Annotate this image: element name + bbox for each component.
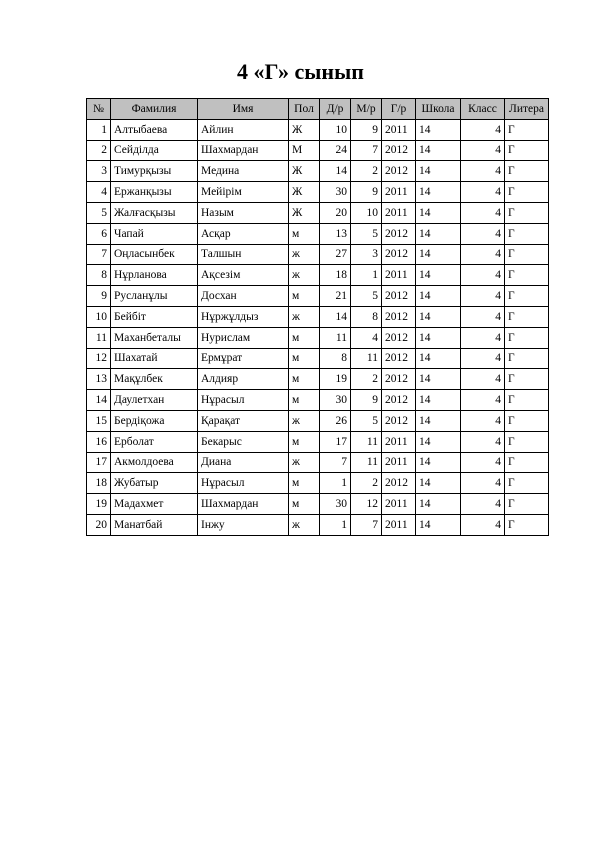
cell-birth-year: 2012 [382,410,416,431]
cell-birth-month: 10 [351,202,382,223]
cell-last-name: Алтыбаева [111,119,198,140]
table-row [87,473,549,494]
cell-class: 4 [461,369,505,390]
cell-birth-day: 19 [320,369,351,390]
cell-letter: Г [505,327,549,348]
cell-birth-year: 2011 [382,514,416,535]
header-first-name: Имя [198,99,289,120]
header-last-name: Фамилия [111,99,198,120]
cell-birth-month: 2 [351,369,382,390]
cell-first-name: Ермұрат [198,348,289,369]
table-row [87,286,549,307]
cell-letter: Г [505,494,549,515]
cell-birth-month: 7 [351,514,382,535]
cell-last-name: Акмолдоева [111,452,198,473]
cell-class: 4 [461,390,505,411]
cell-number: 13 [87,369,111,390]
cell-sex: м [289,431,320,452]
cell-number: 12 [87,348,111,369]
cell-birth-day: 10 [320,119,351,140]
cell-school: 14 [416,410,461,431]
cell-last-name: Сейділда [111,140,198,161]
table-row [87,327,549,348]
cell-first-name: Талшын [198,244,289,265]
cell-first-name: Диана [198,452,289,473]
cell-first-name: Бекарыс [198,431,289,452]
cell-birth-month: 1 [351,265,382,286]
cell-number: 9 [87,286,111,307]
cell-sex: м [289,223,320,244]
header-birth-year: Г/р [382,99,416,120]
cell-class: 4 [461,306,505,327]
cell-sex: м [289,327,320,348]
cell-birth-day: 1 [320,473,351,494]
cell-school: 14 [416,348,461,369]
cell-class: 4 [461,202,505,223]
cell-class: 4 [461,223,505,244]
cell-birth-month: 11 [351,348,382,369]
table-row [87,182,549,203]
cell-birth-year: 2012 [382,348,416,369]
cell-last-name: Даулетхан [111,390,198,411]
table-row [87,140,549,161]
cell-number: 5 [87,202,111,223]
cell-sex: Ж [289,119,320,140]
cell-birth-day: 14 [320,161,351,182]
cell-birth-year: 2012 [382,286,416,307]
cell-birth-year: 2012 [382,161,416,182]
cell-birth-year: 2011 [382,119,416,140]
cell-number: 17 [87,452,111,473]
cell-school: 14 [416,390,461,411]
table-row [87,119,549,140]
cell-birth-day: 30 [320,494,351,515]
cell-last-name: Бейбіт [111,306,198,327]
cell-last-name: Русланұлы [111,286,198,307]
cell-class: 4 [461,452,505,473]
cell-letter: Г [505,431,549,452]
cell-number: 11 [87,327,111,348]
table-row [87,514,549,535]
cell-school: 14 [416,473,461,494]
cell-birth-year: 2011 [382,182,416,203]
cell-birth-month: 3 [351,244,382,265]
header-number: № [87,99,111,120]
cell-birth-day: 21 [320,286,351,307]
cell-sex: ж [289,265,320,286]
cell-last-name: Чапай [111,223,198,244]
cell-last-name: Ержанқызы [111,182,198,203]
cell-number: 7 [87,244,111,265]
cell-first-name: Мейірім [198,182,289,203]
cell-birth-month: 9 [351,390,382,411]
cell-sex: Ж [289,161,320,182]
cell-first-name: Інжу [198,514,289,535]
header-letter: Литера [505,99,549,120]
cell-letter: Г [505,369,549,390]
cell-school: 14 [416,452,461,473]
cell-letter: Г [505,182,549,203]
cell-birth-month: 2 [351,473,382,494]
cell-school: 14 [416,119,461,140]
cell-birth-day: 13 [320,223,351,244]
cell-number: 1 [87,119,111,140]
cell-birth-day: 17 [320,431,351,452]
cell-letter: Г [505,119,549,140]
cell-last-name: Мақұлбек [111,369,198,390]
cell-birth-month: 7 [351,140,382,161]
cell-class: 4 [461,244,505,265]
cell-birth-day: 14 [320,306,351,327]
cell-school: 14 [416,140,461,161]
cell-birth-month: 5 [351,223,382,244]
cell-number: 6 [87,223,111,244]
cell-sex: м [289,390,320,411]
cell-sex: ж [289,244,320,265]
cell-sex: м [289,348,320,369]
cell-sex: ж [289,514,320,535]
cell-birth-year: 2011 [382,265,416,286]
cell-last-name: Манатбай [111,514,198,535]
cell-school: 14 [416,306,461,327]
header-birth-month: М/р [351,99,382,120]
cell-last-name: Жубатыр [111,473,198,494]
cell-last-name: Нұрланова [111,265,198,286]
cell-letter: Г [505,306,549,327]
cell-birth-year: 2012 [382,140,416,161]
cell-birth-year: 2012 [382,390,416,411]
cell-school: 14 [416,223,461,244]
cell-sex: м [289,369,320,390]
table-row [87,306,549,327]
cell-first-name: Шахмардан [198,140,289,161]
cell-first-name: Қарақат [198,410,289,431]
cell-letter: Г [505,244,549,265]
cell-number: 20 [87,514,111,535]
cell-sex: Ж [289,182,320,203]
cell-birth-year: 2011 [382,452,416,473]
cell-sex: ж [289,306,320,327]
cell-first-name: Назым [198,202,289,223]
table-row [87,494,549,515]
cell-last-name: Мадахмет [111,494,198,515]
table-body [87,119,549,535]
cell-class: 4 [461,265,505,286]
cell-class: 4 [461,119,505,140]
student-table [86,98,549,536]
cell-first-name: Нұржұлдыз [198,306,289,327]
cell-birth-year: 2012 [382,306,416,327]
cell-sex: м [289,286,320,307]
cell-first-name: Нурислам [198,327,289,348]
table-row [87,244,549,265]
cell-birth-month: 2 [351,161,382,182]
cell-number: 19 [87,494,111,515]
cell-letter: Г [505,473,549,494]
cell-first-name: Нұрасыл [198,390,289,411]
cell-birth-month: 9 [351,182,382,203]
cell-class: 4 [461,494,505,515]
cell-school: 14 [416,327,461,348]
cell-first-name: Асқар [198,223,289,244]
table-row [87,223,549,244]
cell-number: 3 [87,161,111,182]
cell-sex: ж [289,452,320,473]
cell-last-name: Тимурқызы [111,161,198,182]
cell-last-name: Оңласынбек [111,244,198,265]
table-row [87,265,549,286]
cell-number: 18 [87,473,111,494]
cell-class: 4 [461,140,505,161]
cell-sex: Ж [289,202,320,223]
cell-class: 4 [461,514,505,535]
table-row [87,390,549,411]
cell-school: 14 [416,244,461,265]
table-row [87,161,549,182]
cell-letter: Г [505,140,549,161]
cell-school: 14 [416,202,461,223]
cell-birth-month: 11 [351,431,382,452]
cell-letter: Г [505,265,549,286]
cell-first-name: Ақсезім [198,265,289,286]
cell-sex: м [289,473,320,494]
cell-birth-month: 11 [351,452,382,473]
page-title: 4 «Г» сынып [237,59,364,84]
cell-class: 4 [461,410,505,431]
cell-school: 14 [416,265,461,286]
cell-birth-day: 11 [320,327,351,348]
cell-birth-day: 24 [320,140,351,161]
cell-birth-year: 2011 [382,431,416,452]
cell-birth-day: 8 [320,348,351,369]
cell-birth-year: 2011 [382,202,416,223]
cell-last-name: Бердіқожа [111,410,198,431]
cell-birth-month: 5 [351,410,382,431]
table-row [87,410,549,431]
cell-number: 4 [87,182,111,203]
cell-birth-month: 4 [351,327,382,348]
cell-school: 14 [416,369,461,390]
cell-school: 14 [416,494,461,515]
cell-number: 2 [87,140,111,161]
table-row [87,202,549,223]
cell-number: 10 [87,306,111,327]
cell-letter: Г [505,161,549,182]
cell-birth-day: 30 [320,182,351,203]
cell-class: 4 [461,182,505,203]
cell-birth-day: 18 [320,265,351,286]
cell-class: 4 [461,431,505,452]
cell-first-name: Нұрасыл [198,473,289,494]
cell-letter: Г [505,410,549,431]
cell-letter: Г [505,390,549,411]
cell-letter: Г [505,286,549,307]
cell-school: 14 [416,286,461,307]
cell-birth-year: 2012 [382,369,416,390]
cell-birth-day: 20 [320,202,351,223]
cell-first-name: Айлин [198,119,289,140]
cell-class: 4 [461,161,505,182]
cell-school: 14 [416,514,461,535]
cell-class: 4 [461,286,505,307]
cell-birth-month: 8 [351,306,382,327]
table-row [87,452,549,473]
cell-letter: Г [505,202,549,223]
table-row [87,431,549,452]
cell-birth-day: 7 [320,452,351,473]
cell-school: 14 [416,161,461,182]
cell-number: 14 [87,390,111,411]
table-row [87,348,549,369]
cell-birth-month: 9 [351,119,382,140]
cell-birth-day: 26 [320,410,351,431]
cell-letter: Г [505,452,549,473]
cell-first-name: Досхан [198,286,289,307]
cell-birth-month: 5 [351,286,382,307]
cell-sex: ж [289,410,320,431]
cell-last-name: Маханбеталы [111,327,198,348]
table-row [87,369,549,390]
cell-class: 4 [461,327,505,348]
cell-letter: Г [505,514,549,535]
cell-first-name: Шахмардан [198,494,289,515]
cell-school: 14 [416,431,461,452]
cell-first-name: Медина [198,161,289,182]
header-sex: Пол [289,99,320,120]
cell-number: 16 [87,431,111,452]
cell-birth-year: 2012 [382,244,416,265]
cell-number: 8 [87,265,111,286]
cell-last-name: Ерболат [111,431,198,452]
cell-birth-day: 1 [320,514,351,535]
header-school: Школа [416,99,461,120]
cell-birth-year: 2011 [382,494,416,515]
cell-school: 14 [416,182,461,203]
cell-number: 15 [87,410,111,431]
cell-last-name: Жалғасқызы [111,202,198,223]
cell-sex: М [289,140,320,161]
cell-sex: м [289,494,320,515]
header-class: Класс [461,99,505,120]
cell-birth-day: 27 [320,244,351,265]
cell-letter: Г [505,223,549,244]
table-header-row [87,99,549,120]
header-birth-day: Д/р [320,99,351,120]
cell-class: 4 [461,473,505,494]
cell-birth-year: 2012 [382,223,416,244]
cell-birth-year: 2012 [382,327,416,348]
cell-last-name: Шахатай [111,348,198,369]
cell-birth-day: 30 [320,390,351,411]
cell-birth-year: 2012 [382,473,416,494]
cell-birth-month: 12 [351,494,382,515]
cell-first-name: Алдияр [198,369,289,390]
cell-class: 4 [461,348,505,369]
cell-letter: Г [505,348,549,369]
